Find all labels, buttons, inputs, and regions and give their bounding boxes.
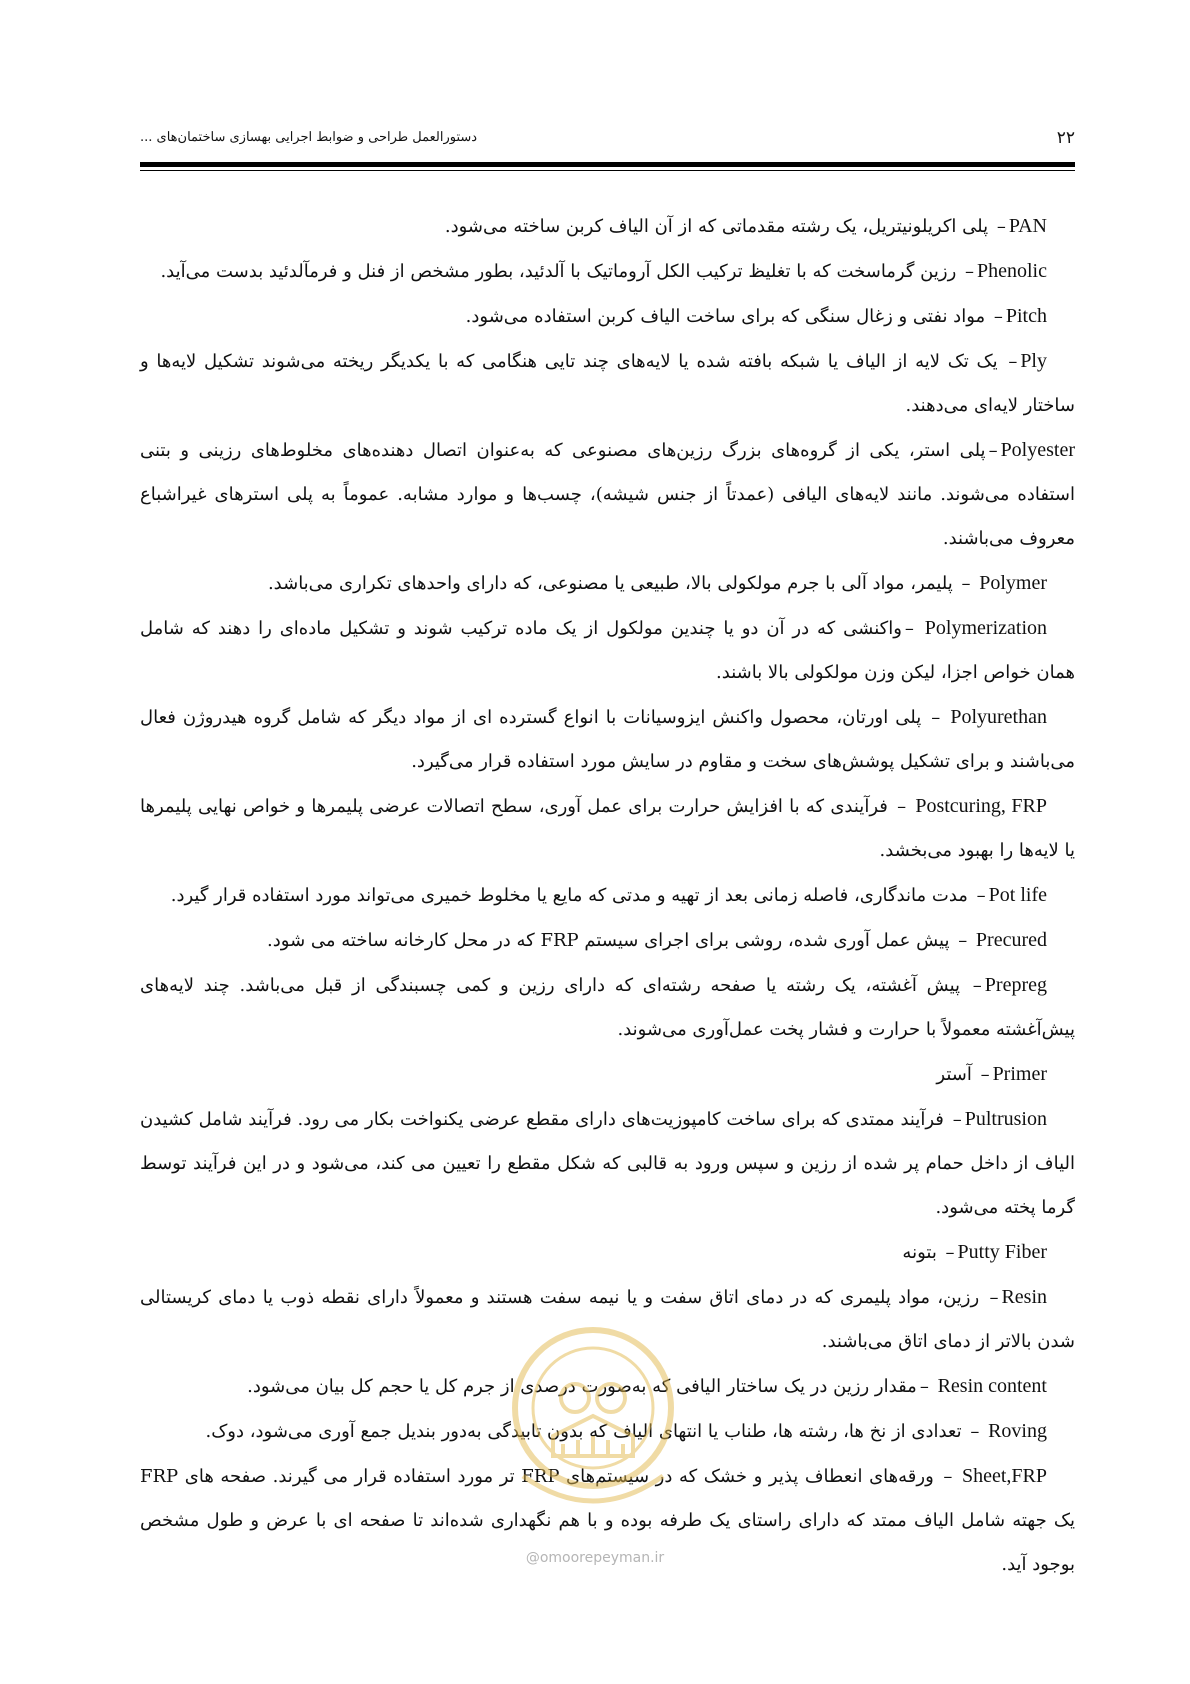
entry-term: Resin content	[937, 1375, 1047, 1397]
entry-term: Polyurethan	[950, 706, 1047, 728]
glossary-entry	[140, 339, 1075, 428]
glossary-entry	[140, 606, 1075, 695]
page-header	[140, 128, 1075, 156]
entry-separator: –	[1008, 351, 1018, 372]
entry-separator: –	[965, 261, 974, 282]
entry-separator: –	[890, 796, 913, 817]
entry-term: Polymer	[979, 572, 1047, 594]
header-rule-thin	[140, 170, 1075, 171]
entry-separator: –	[970, 1421, 986, 1442]
running-title: دستورالعمل طراحی و ضوابط اجرایی بهسازی ساختمان‌های ...	[140, 130, 478, 145]
entry-definition: پیش آغشته، یک رشته یا صفحه رشته‌ای که دارای رزین و کمی چسبندگی از قبل می‌باشد. چند لایه‌های پیش‌آغشته معمولاً با حرارت و فشار پخت عمل‌آوری می‌شوند.	[140, 975, 1075, 1040]
entry-separator: –	[924, 707, 948, 728]
glossary-entry	[140, 1275, 1075, 1364]
page-number: ۲۲	[1056, 128, 1075, 148]
entry-term: Putty Fiber	[957, 1241, 1047, 1263]
entry-definition: پلی استر، یکی از گروه‌های بزرگ رزین‌های مصنوعی که به‌عنوان اتصال دهنده‌های مخلوط‌های رزینی و بتنی استفاده می‌شوند. مانند لایه‌های الیافی (عمدتاً از جنس شیشه)، چسب‌ها و موارد مشابه. عموماً به پلی استرهای غیراشباع معروف می‌باشند.	[140, 440, 1075, 549]
header-rule-thick	[140, 162, 1075, 167]
entry-term: Postcuring, FRP	[915, 795, 1047, 817]
entry-definition: مقدار رزین در یک ساختار الیافی که به‌صورت درصدی از جرم کل یا حجم کل بیان می‌شود.	[247, 1376, 917, 1397]
glossary-entry	[140, 561, 1075, 606]
entry-separator: –	[980, 1064, 990, 1085]
entry-term: Prepreg	[984, 974, 1047, 996]
entry-separator: –	[993, 306, 1003, 327]
entry-term: Roving	[988, 1420, 1047, 1442]
glossary-entry	[140, 695, 1075, 784]
glossary-entry	[140, 784, 1075, 873]
entry-term: PAN	[1008, 215, 1047, 237]
glossary-entry	[140, 1364, 1075, 1409]
entry-definition: فرآیند ممتدی که برای ساخت کامپوزیت‌های دارای مقطع عرضی یکنواخت بکار می رود. فرآیند شامل کشیدن الیاف از داخل حمام پر شده از رزین و سپس ورود به قالبی که شکل مقطع را تعیین می کند، می‌شود و در این فرآیند توسط گرما پخته می‌شود.	[140, 1109, 1075, 1218]
glossary-entry	[140, 1230, 1075, 1275]
entry-definition: پلی اکریلونیتریل، یک رشته مقدماتی که از آن الیاف کربن ساخته می‌شود.	[444, 216, 994, 237]
entry-definition: بتونه	[902, 1242, 943, 1263]
entry-separator: –	[945, 1242, 955, 1263]
entry-separator: –	[972, 975, 982, 996]
glossary-entry	[140, 873, 1075, 918]
entry-definition: رزین، مواد پلیمری که در دمای اتاق سفت و یا نیمه سفت هستند و معمولاً دارای نقطه ذوب یا دمای کریستالی شدن بالاتر از دمای اتاق می‌باشند.	[140, 1287, 1075, 1352]
glossary-entry	[140, 249, 1075, 294]
entry-separator: –	[989, 1287, 999, 1308]
entry-term: Sheet,FRP	[961, 1465, 1047, 1487]
glossary-entry	[140, 428, 1075, 561]
glossary-body	[140, 204, 1075, 1587]
glossary-entry	[140, 1097, 1075, 1230]
glossary-entry	[140, 963, 1075, 1052]
entry-separator: –	[988, 440, 998, 461]
entry-term: Pultrusion	[964, 1108, 1047, 1130]
entry-term: Resin	[1001, 1286, 1047, 1308]
glossary-entry	[140, 294, 1075, 339]
entry-term: Pot life	[988, 884, 1047, 906]
entry-definition: پلیمر، مواد آلی با جرم مولکولی بالا، طبیعی یا مصنوعی، که دارای واحدهای تکراری می‌باشد.	[267, 573, 953, 594]
entry-definition: فرآیندی که با افزایش حرارت برای عمل آوری، سطح اتصالات عرضی پلیمرها و خواص نهایی پلیمرها یا لایه‌ها را بهبود می‌بخشد.	[140, 796, 1075, 861]
watermark-url: @omoorepeyman.ir	[525, 1550, 665, 1566]
entry-term: Precured	[975, 929, 1047, 951]
entry-term: Primer	[992, 1063, 1047, 1085]
entry-term: Phenolic	[977, 260, 1047, 282]
entry-definition: آستر	[936, 1064, 978, 1085]
entry-definition: پلی اورتان، محصول واکنش ایزوسیانات با انواع گسترده ای از مواد دیگر که شامل گروه هیدروژن فعال می‌باشند و برای تشکیل پوشش‌های سخت و مقاوم در سایش مورد استفاده قرار می‌گیرد.	[140, 707, 1075, 772]
entry-separator: –	[952, 1109, 962, 1130]
entry-separator: –	[936, 1466, 959, 1487]
entry-definition: یک تک لایه از الیاف یا شبکه بافته شده یا لایه‌های چند تایی هنگامی که با یکدیگر ریخته می‌شوند تشکیل لایه‌ها و ساختار لایه‌ای می‌دهند.	[140, 351, 1075, 416]
entry-term: Ply	[1020, 350, 1047, 372]
entry-term: Pitch	[1005, 305, 1047, 327]
glossary-entry	[140, 918, 1075, 963]
entry-term: Polyester	[1000, 439, 1075, 461]
entry-definition: مدت ماندگاری، فاصله زمانی بعد از تهیه و مدتی که مایع یا مخلوط خمیری می‌تواند مورد استفاده قرار گیرد.	[170, 885, 974, 906]
entry-definition: واکنشی که در آن دو یا چندین مولکول از یک ماده ترکیب شوند و تشکیل ماده‌ای را دهند که شامل همان خواص اجزا، لیکن وزن مولکولی بالا باشند.	[140, 618, 1075, 683]
entry-separator: –	[955, 573, 977, 594]
entry-term: Polymerization	[924, 617, 1047, 639]
entry-separator: –	[904, 618, 922, 639]
entry-definition: مواد نفتی و زغال سنگی که برای ساخت الیاف کربن استفاده می‌شود.	[465, 306, 991, 327]
entry-separator: –	[952, 930, 973, 951]
entry-separator: –	[996, 216, 1006, 237]
glossary-entry	[140, 1454, 1075, 1587]
glossary-entry	[140, 1409, 1075, 1454]
entry-separator: –	[976, 885, 986, 906]
entry-definition: رزین گرماسخت که با تغلیظ ترکیب الکل آروماتیک با آلدئید، بطور مشخص از فنل و فرمآلدئید بدست می‌آید.	[160, 261, 962, 282]
entry-definition: پیش عمل آوری شده، روشی برای اجرای سیستم FRP که در محل کارخانه ساخته می شود.	[267, 930, 950, 951]
entry-separator: –	[919, 1376, 935, 1397]
glossary-entry	[140, 204, 1075, 249]
entry-definition: ورقه‌های انعطاف پذیر و خشک که در سیستم‌های FRP تر مورد استفاده قرار می گیرند. صفحه های FRP یک جهته شامل الیاف ممتد که دارای راستای یک طرفه بوده و با هم نگهداری شده‌اند تا صفحه ای با عرض و طول مشخص بوجود آید.	[140, 1466, 1075, 1575]
glossary-entry	[140, 1052, 1075, 1097]
entry-definition: تعدادی از نخ ها، رشته ها، طناب یا انتهای الیاف که بدون تابیدگی به‌دور بندیل جمع آوری می‌شود، دوک.	[205, 1421, 968, 1442]
